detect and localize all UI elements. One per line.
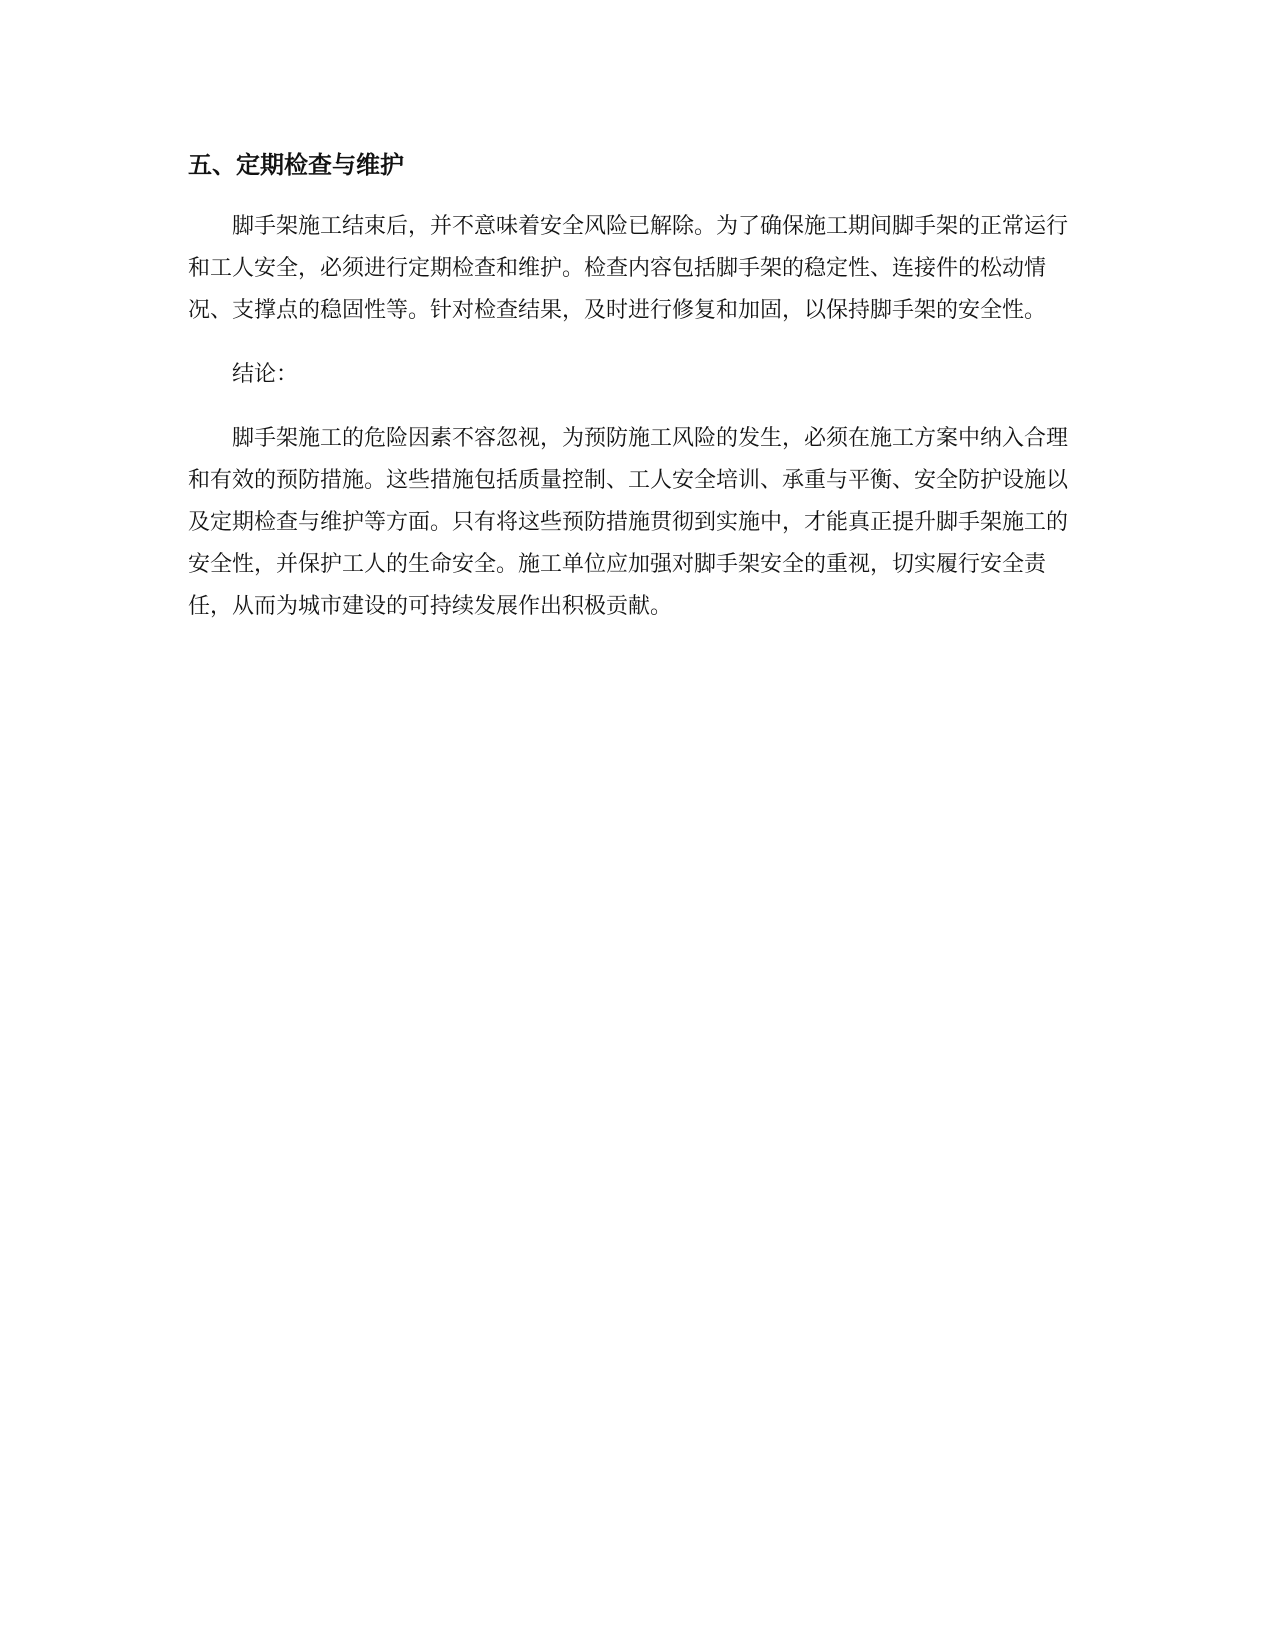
document-content xyxy=(188,146,1088,650)
section-heading: 五、定期检查与维护 xyxy=(188,151,404,179)
conclusion-label: 结论： xyxy=(232,362,299,387)
inspection-paragraph: 脚手架施工结束后，并不意味着安全风险已解除。为了确保施工期间脚手架的正常运行和工人安全，必须进行定期检查和维护。检查内容包括脚手架的稳定性、连接件的松动情况、支撑点的稳固性等。针对检查结果，及时进行修复和加固，以保持脚手架的安全性。 xyxy=(188,214,1069,323)
conclusion-paragraph: 脚手架施工的危险因素不容忽视，为预防施工风险的发生，必须在施工方案中纳入合理和有效的预防措施。这些措施包括质量控制、工人安全培训、承重与平衡、安全防护设施以及定期检查与维护等方面。只有将这些预防措施贯彻到实施中，才能真正提升脚手架施工的安全性，并保护工人的生命安全。施工单位应加强对脚手架安全的重视，切实履行安全责任，从而为城市建设的可持续发展作出积极贡献。 xyxy=(188,426,1069,619)
